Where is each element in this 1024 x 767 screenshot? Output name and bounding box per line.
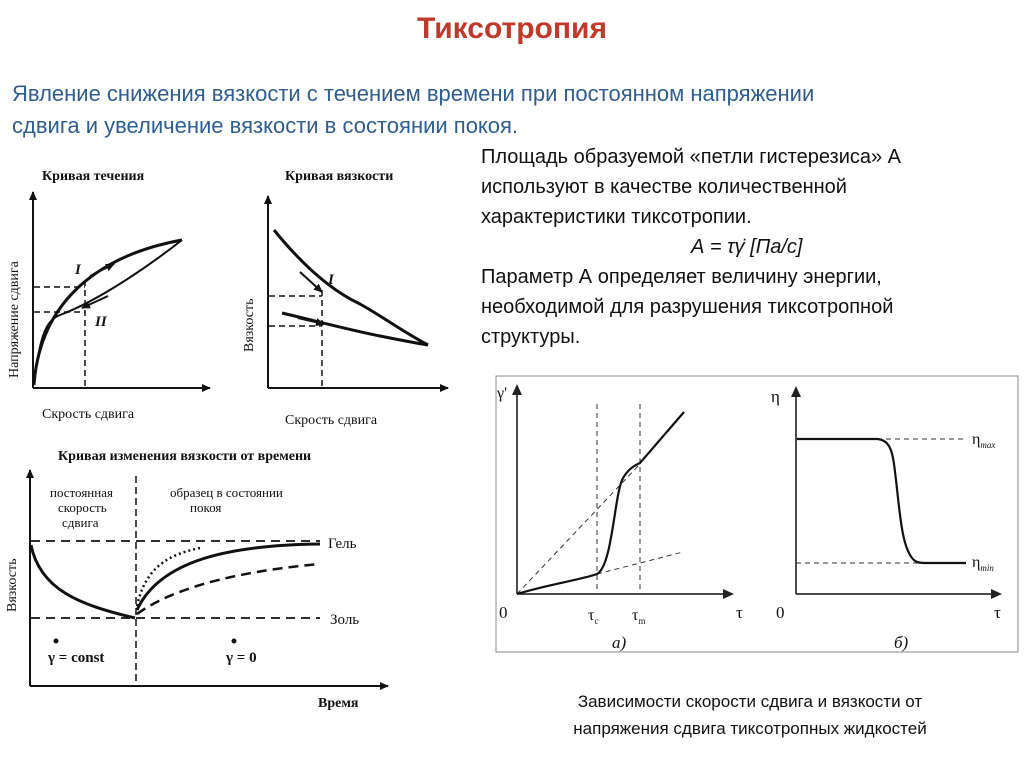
flow-x-label: Скрость сдвига	[42, 407, 135, 422]
flow-label-II: II	[95, 314, 107, 330]
paragraph-line: используют в качестве количественной	[481, 176, 847, 198]
visc-lower-curve	[282, 313, 428, 345]
region-left-line: сдвига	[62, 515, 99, 530]
visc-y-label: Вязкость	[242, 298, 257, 352]
condition-left: γ = const	[48, 650, 105, 666]
panel-a-tick-tc: $\tau_c$	[588, 607, 599, 626]
panel-b-label: б)	[894, 633, 909, 652]
figure-caption	[500, 688, 1000, 742]
panel-a-y-label: γ'	[497, 385, 507, 402]
formula: А = τγ̇ [Па/с]	[691, 236, 803, 258]
time-recovery-dashed	[137, 564, 320, 614]
sol-label: Золь	[330, 612, 360, 628]
panel-b-y-label: η	[771, 387, 780, 406]
viscosity-curve-diagram	[242, 169, 448, 428]
panel-a-tick-tm: $\tau_m$	[632, 607, 646, 626]
paragraph-line: структуры.	[481, 326, 581, 348]
paragraph-line: Параметр А определяет величину энергии,	[481, 266, 882, 288]
slide-title: Тиксотропия	[417, 12, 607, 45]
flow-arrow-up	[90, 264, 114, 276]
visc-label-I: I	[328, 272, 334, 288]
flow-curve-diagram	[7, 169, 210, 422]
dot-accent	[232, 639, 237, 644]
time-decay-curve	[31, 545, 135, 618]
panel-b-eta-min: $\eta_{min}$	[972, 554, 994, 573]
region-right-line: образец в состоянии	[170, 485, 283, 500]
time-y-label: Вязкость	[5, 558, 20, 612]
viscosity-curve-title: Кривая вязкости	[285, 169, 394, 184]
condition-right: γ = 0	[226, 650, 257, 666]
panels-figure	[496, 376, 1018, 652]
time-x-label: Время	[318, 696, 359, 711]
paragraph-line: Площадь образуемой «петли гистерезиса» А	[481, 146, 902, 168]
paragraph-line: необходимой для разрушения тиксотропной	[481, 296, 894, 318]
panel-b-x-label: τ	[994, 603, 1001, 622]
region-right-line: покоя	[190, 500, 222, 515]
panel-a-x-label: τ	[736, 603, 743, 622]
intro-line: Явление снижения вязкости с течением времени при постоянном напряжении	[12, 81, 815, 106]
flow-curve-title: Кривая течения	[42, 169, 145, 184]
flow-y-label: Напряжение сдвига	[7, 261, 22, 378]
caption-line: Зависимости скорости сдвига и вязкости от	[577, 692, 923, 711]
panel-b-eta-max: $\eta_{max}$	[972, 431, 996, 450]
caption-line: напряжения сдвига тиксотропных жидкостей	[573, 719, 927, 738]
gel-label: Гель	[328, 536, 357, 552]
visc-x-label: Скрость сдвига	[285, 413, 378, 428]
time-viscosity-diagram	[5, 449, 388, 711]
panels-frame	[496, 376, 1018, 652]
panel-a-label: а)	[612, 633, 627, 652]
dot-accent	[54, 639, 59, 644]
region-left-line: постоянная	[50, 485, 113, 500]
time-curve-title: Кривая изменения вязкости от времени	[58, 449, 312, 464]
panel-a-origin: 0	[499, 603, 508, 622]
visc-upper-curve	[274, 230, 428, 345]
intro-line: сдвига и увеличение вязкости в состоянии покоя.	[12, 113, 519, 138]
flow-label-I: I	[75, 262, 81, 278]
region-left-line: скорость	[58, 500, 107, 515]
panel-b-origin: 0	[776, 603, 785, 622]
paragraph-line: характеристики тиксотропии.	[481, 206, 752, 228]
